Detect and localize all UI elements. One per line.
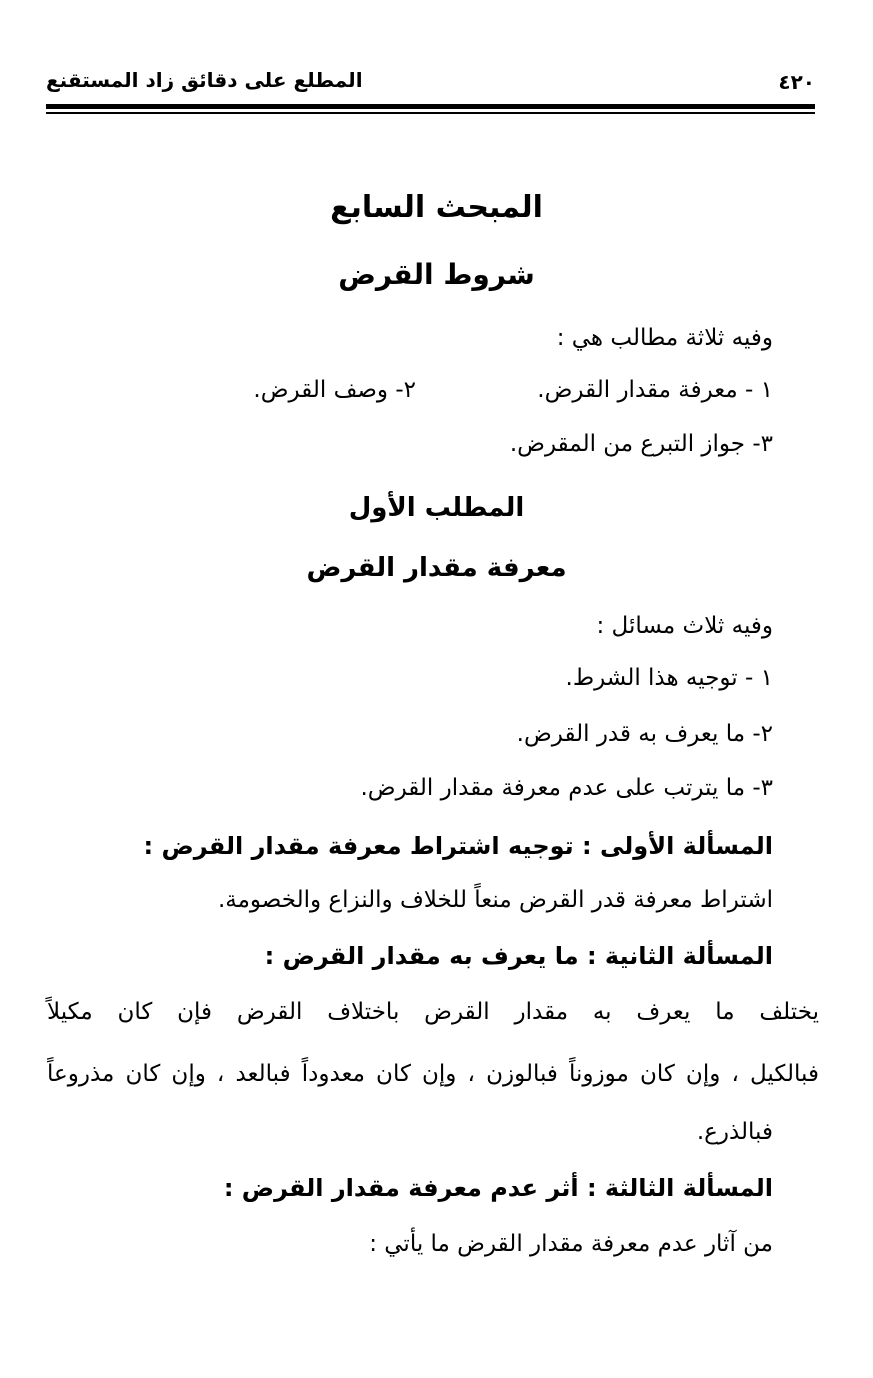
section-item-2: ٢- وصف القرض. xyxy=(253,377,416,403)
subsection-intro: وفيه ثلاث مسائل : xyxy=(596,613,773,639)
section-item-3: ٣- جواز التبرع من المقرض. xyxy=(509,431,773,457)
issue-2-line-1: يختلف ما يعرف به مقدار القرض باختلاف القرض فإن كان مكيلاً xyxy=(47,999,819,1025)
subsection-item-3: ٣- ما يترتب على عدم معرفة مقدار القرض. xyxy=(360,775,773,801)
issue-3-heading: المسألة الثالثة : أثر عدم معرفة مقدار القرض : xyxy=(223,1174,773,1202)
subsection-item-2: ٢- ما يعرف به قدر القرض. xyxy=(516,721,773,747)
issue-3-text: من آثار عدم معرفة مقدار القرض ما يأتي : xyxy=(369,1231,773,1257)
header-rule-thin xyxy=(46,112,815,114)
subsection-item-1: ١ - توجيه هذا الشرط. xyxy=(565,665,773,691)
section-title: المبحث السابع xyxy=(330,190,543,225)
issue-1-heading: المسألة الأولى : توجيه اشتراط معرفة مقدار القرض : xyxy=(143,832,773,860)
issue-2-line-2: فبالكيل ، وإن كان موزوناً فبالوزن ، وإن كان معدوداً فبالعد ، وإن كان مذروعاً xyxy=(47,1061,819,1087)
issue-2-heading: المسألة الثانية : ما يعرف به مقدار القرض : xyxy=(264,942,773,970)
running-title: المطلع على دقائق زاد المستقنع xyxy=(46,68,363,92)
page-number: ٤٢٠ xyxy=(778,70,815,94)
page-header xyxy=(46,66,815,100)
subsection-subtitle: معرفة مقدار القرض xyxy=(306,553,567,583)
header-rule-thick xyxy=(46,104,815,109)
section-intro: وفيه ثلاثة مطالب هي : xyxy=(556,325,773,351)
section-item-1: ١ - معرفة مقدار القرض. xyxy=(537,377,773,403)
issue-1-text: اشتراط معرفة قدر القرض منعاً للخلاف والنزاع والخصومة. xyxy=(217,887,773,913)
issue-2-line-3: فبالذرع. xyxy=(696,1119,773,1145)
subsection-title: المطلب الأول xyxy=(348,493,525,523)
section-subtitle: شروط القرض xyxy=(338,258,535,291)
